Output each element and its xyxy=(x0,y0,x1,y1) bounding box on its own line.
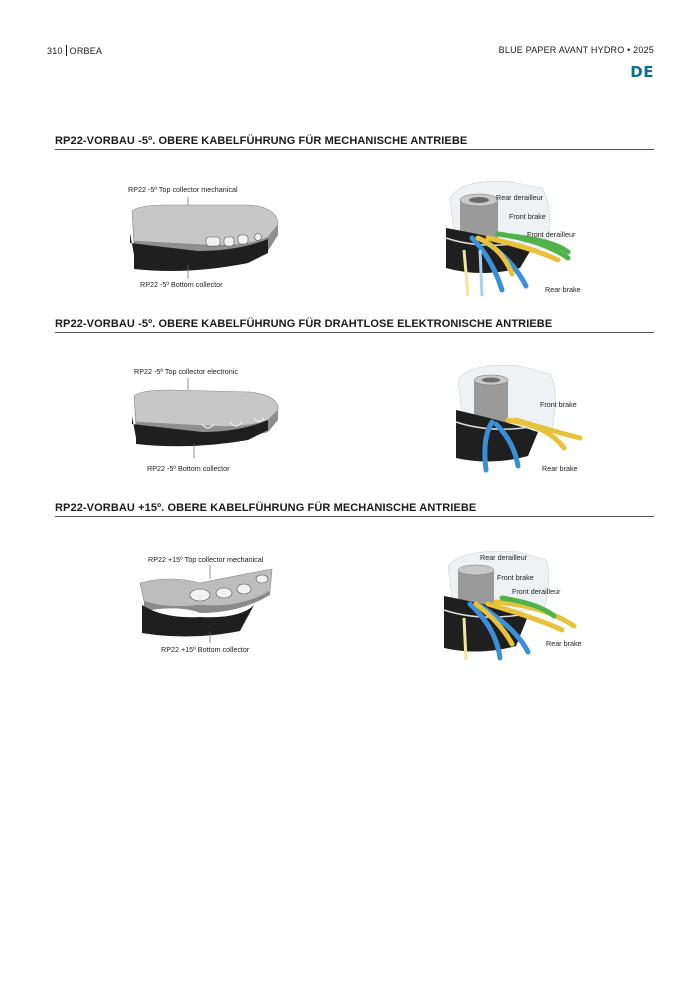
cable-label: Rear brake xyxy=(545,285,581,294)
section-title: RP22-VORBAU -5º. OBERE KABELFÜHRUNG FÜR MECHANISCHE ANTRIEBE xyxy=(55,135,654,150)
section-title: RP22-VORBAU -5º. OBERE KABELFÜHRUNG FÜR DRAHTLOSE ELEKTRONISCHE ANTRIEBE xyxy=(55,318,654,333)
cable-label: Rear brake xyxy=(546,639,582,648)
section-electronic-minus5 xyxy=(55,318,654,333)
header-divider xyxy=(66,45,67,56)
collector-part-illustration xyxy=(128,195,288,285)
language-badge: DE xyxy=(630,63,654,81)
cable-label: Front derailleur xyxy=(527,230,576,239)
cable-label: Front brake xyxy=(509,212,546,221)
bottom-collector-label: RP22 -5º Bottom collector xyxy=(140,280,223,289)
cable-label: Front brake xyxy=(540,400,577,409)
brand-name: ORBEA xyxy=(69,46,103,56)
page-number: 310 xyxy=(47,46,63,56)
collector-part-illustration xyxy=(132,378,292,468)
cable-label: Rear derailleur xyxy=(496,193,544,202)
cable-routing-illustration xyxy=(452,362,592,474)
bottom-collector-label: RP22 +15º Bottom collector xyxy=(161,645,250,654)
cable-label: Rear brake xyxy=(542,464,578,473)
section-mechanical-minus5 xyxy=(55,135,654,150)
bottom-collector-label: RP22 -5º Bottom collector xyxy=(147,464,230,473)
cable-label: Front derailleur xyxy=(512,587,561,596)
section-mechanical-plus15 xyxy=(55,502,654,517)
document-title: BLUE PAPER AVANT HYDRO • 2025 xyxy=(498,45,654,55)
collector-part-illustration xyxy=(140,565,280,647)
top-collector-label: RP22 -5º Top collector mechanical xyxy=(128,185,238,194)
top-collector-label: RP22 -5º Top collector electronic xyxy=(134,367,238,376)
cable-label: Front brake xyxy=(497,573,534,582)
top-collector-label: RP22 +15º Top collector mechanical xyxy=(148,555,264,564)
cable-label: Rear derailleur xyxy=(480,553,528,562)
page-header-left xyxy=(47,45,102,56)
section-title: RP22-VORBAU +15º. OBERE KABELFÜHRUNG FÜR MECHANISCHE ANTRIEBE xyxy=(55,502,654,517)
